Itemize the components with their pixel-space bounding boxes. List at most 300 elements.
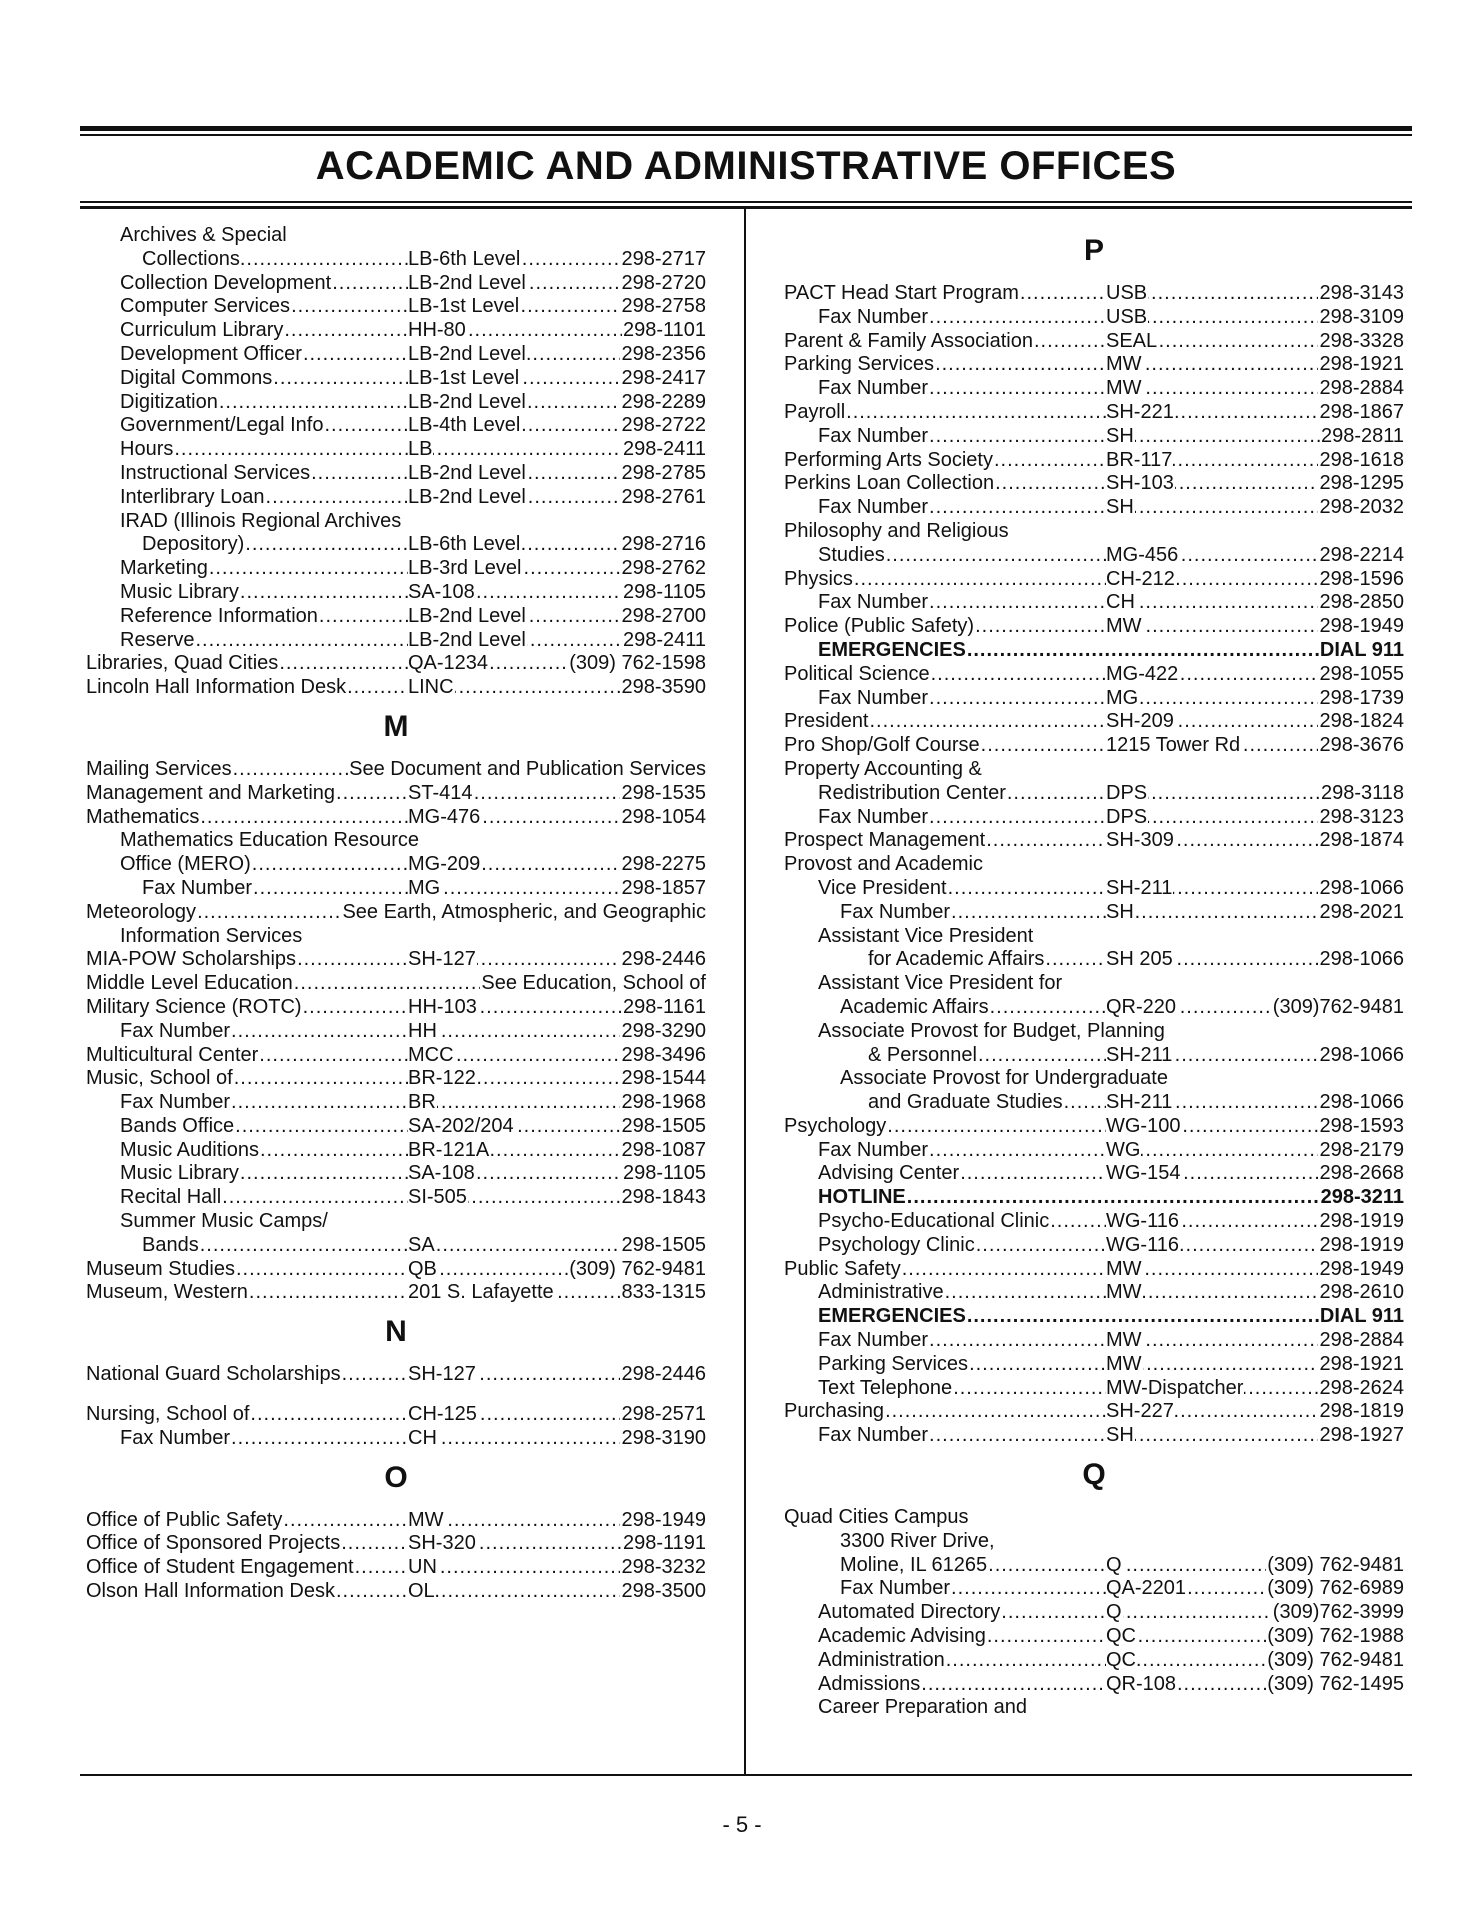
entry-name: PACT Head Start Program	[784, 282, 1019, 304]
entry-name: Admissions	[818, 1672, 921, 1695]
entry-phone: 298-1919	[1319, 1233, 1404, 1256]
entry-location: MW	[1106, 1329, 1142, 1352]
entry-name: Interlibrary Loan	[120, 485, 265, 508]
entry-phone: 298-3590	[621, 676, 706, 699]
entry-location: SA	[408, 1233, 435, 1256]
dot-leader	[294, 972, 481, 996]
right-column	[784, 224, 1404, 1720]
directory-entry	[86, 248, 706, 272]
entry-name: Depository)	[142, 533, 245, 556]
entry-phone: 298-2289	[621, 390, 706, 413]
entry-name: Management and Marketing	[86, 781, 336, 804]
directory-entry	[784, 449, 1404, 473]
entry-location: MW	[1106, 353, 1142, 376]
entry-name: Fax Number	[840, 1577, 951, 1600]
entry-location: QR-220	[1106, 995, 1177, 1018]
entry-name: Moline, IL 61265	[840, 1553, 988, 1576]
entry-name: Provost and Academic	[784, 853, 983, 876]
directory-entry	[784, 1281, 1404, 1305]
directory-entry	[784, 1400, 1404, 1424]
directory-entry	[784, 1625, 1404, 1649]
entry-phone: 298-2716	[621, 533, 706, 556]
entry-name: Summer Music Camps/	[120, 1210, 328, 1233]
entry-name: Fax Number	[818, 424, 929, 447]
entry-name: Psycho-Educational Clinic	[818, 1210, 1050, 1233]
entry-location: 1215 Tower Rd	[1106, 734, 1241, 757]
entry-location: CH	[1106, 591, 1135, 614]
directory-entry	[784, 568, 1404, 592]
top-rule-thin	[80, 134, 1412, 136]
directory-entry	[784, 1020, 1404, 1044]
entry-location: LB-3rd Level	[408, 557, 522, 580]
entry-name: Music Library	[120, 580, 239, 603]
entry-name: Music Library	[120, 1162, 239, 1185]
entry-location: SH 205	[1106, 948, 1173, 971]
entry-name: Political Science	[784, 662, 930, 685]
entry-phone: 298-2356	[621, 342, 706, 365]
entry-name: Collections.	[142, 247, 246, 270]
entry-location: Q	[1106, 1601, 1122, 1624]
entry-name: Career Preparation and	[818, 1696, 1028, 1719]
entry-phone: 298-1824	[1319, 710, 1404, 733]
entry-phone: 298-3496	[621, 1043, 706, 1066]
entry-name: Libraries, Quad Cities	[86, 652, 279, 675]
section-letter-o: O	[384, 1460, 408, 1494]
entry-name: Public Safety	[784, 1257, 901, 1280]
directory-entry	[784, 806, 1404, 830]
entry-name: Museum, Western	[86, 1281, 248, 1304]
entry-phone: (309)762-9481	[1272, 995, 1404, 1018]
entry-phone: 298-1295	[1319, 472, 1404, 495]
directory-entry	[86, 414, 706, 438]
entry-phone: 298-2032	[1319, 496, 1404, 519]
entry-phone: 298-2884	[1319, 377, 1404, 400]
entry-name: Payroll	[784, 400, 846, 423]
entry-name: Parking Services	[818, 1352, 969, 1375]
entry-location: DPS	[1106, 781, 1148, 804]
entry-location: WG	[1106, 1138, 1141, 1161]
directory-entry	[784, 544, 1404, 568]
directory-entry	[86, 1556, 706, 1580]
entry-phone: 298-1857	[621, 876, 706, 899]
entry-phone: 298-2411	[622, 438, 706, 461]
entry-phone: 298-2761	[621, 485, 706, 508]
entry-name: Music, School of	[86, 1067, 233, 1090]
top-rule-thick	[80, 126, 1412, 131]
entry-name: Associate Provost for Undergraduate	[840, 1067, 1168, 1090]
entry-name: IRAD (Illinois Regional Archives	[120, 509, 402, 532]
entry-phone: (309) 762-1988	[1267, 1625, 1404, 1648]
entry-name: Olson Hall Information Desk	[86, 1580, 335, 1603]
left-column	[86, 224, 706, 1604]
directory-entry	[86, 391, 706, 415]
directory-entry	[784, 496, 1404, 520]
entry-location: LINC	[408, 676, 454, 699]
entry-location: MG	[1106, 686, 1139, 709]
entry-name: Reference Information	[120, 604, 318, 627]
directory-entry	[86, 676, 706, 700]
entry-name: Prospect Management	[784, 829, 986, 852]
entry-location: SH-211	[1106, 1091, 1173, 1114]
entry-location: SI-505	[408, 1186, 467, 1209]
entry-phone: 298-1505	[621, 1233, 706, 1256]
entry-phone: 298-1739	[1319, 686, 1404, 709]
directory-entry	[86, 1139, 706, 1163]
directory-entry	[86, 782, 706, 806]
directory-entry	[784, 901, 1404, 925]
entry-location: MG-456	[1106, 543, 1179, 566]
directory-entry	[784, 1210, 1404, 1234]
entry-phone: 298-2720	[621, 271, 706, 294]
entry-location: SH	[1106, 424, 1134, 447]
directory-entry	[86, 925, 706, 949]
entry-phone: 298-1968	[621, 1091, 706, 1114]
directory-entry	[784, 1115, 1404, 1139]
directory-entry	[86, 829, 706, 853]
entry-phone: 298-2762	[621, 557, 706, 580]
directory-entry	[86, 1532, 706, 1556]
section-letter-q: Q	[1082, 1458, 1106, 1492]
entry-phone: 298-2411	[622, 628, 706, 651]
entry-name: Lincoln Hall Information Desk	[86, 676, 347, 699]
entry-name: Fax Number	[120, 1019, 231, 1042]
entry-location: SH-127	[408, 1363, 476, 1386]
directory-entry	[86, 533, 706, 557]
entry-location: SA-202/204	[408, 1114, 514, 1137]
entry-location: MG-209	[408, 853, 481, 876]
entry-location: SH	[1106, 496, 1134, 519]
entry-name: EMERGENCIES	[818, 1305, 966, 1328]
entry-name: Bands	[142, 1233, 199, 1256]
directory-entry	[784, 1353, 1404, 1377]
entry-location: CH	[408, 1426, 437, 1449]
entry-location: SH-127	[408, 948, 476, 971]
entry-location: LB-2nd Level	[408, 390, 526, 413]
directory-entry	[86, 581, 706, 605]
entry-location: 201 S. Lafayette	[408, 1281, 554, 1304]
entry-name: Administration	[818, 1648, 945, 1671]
entry-phone: (309) 762-6989	[1267, 1577, 1404, 1600]
entry-location: SH-227	[1106, 1400, 1174, 1423]
directory-entry	[86, 1067, 706, 1091]
entry-phone: 298-3143	[1319, 282, 1404, 304]
entry-name: Meteorology	[86, 900, 197, 923]
title-rule-thin	[80, 201, 1412, 203]
entry-phone: 298-2850	[1319, 591, 1404, 614]
entry-phone: 298-1593	[1319, 1114, 1404, 1137]
entry-location: OL	[408, 1580, 435, 1603]
directory-entry	[784, 1424, 1404, 1448]
entry-location: Q	[1106, 1553, 1122, 1576]
entry-phone: (309) 762-1598	[569, 652, 706, 675]
entry-name: Hours	[120, 438, 174, 461]
entry-location: QA-2201	[1106, 1577, 1187, 1600]
entry-name: Parking Services	[784, 353, 935, 376]
entry-name: Office of Student Engagement	[86, 1556, 354, 1579]
entry-phone: 298-1066	[1319, 876, 1404, 899]
entry-name: Assistant Vice President for	[818, 972, 1063, 995]
entry-location: USB	[1106, 305, 1148, 328]
entry-phone: 298-1927	[1319, 1424, 1404, 1447]
directory-entry	[86, 972, 706, 996]
entry-name: Fax Number	[818, 1329, 929, 1352]
entry-phone: 298-2446	[621, 948, 706, 971]
directory-entry	[86, 343, 706, 367]
entry-phone: 298-2417	[621, 366, 706, 389]
entry-phone: 298-1544	[621, 1067, 706, 1090]
entry-location: WG-116	[1106, 1210, 1179, 1233]
entry-phone: 298-1105	[622, 580, 706, 603]
entry-phone: 298-2214	[1319, 543, 1404, 566]
entry-location: SH-103	[1106, 472, 1174, 495]
entry-location: SA-108	[408, 1162, 475, 1185]
directory-entry	[86, 758, 706, 782]
entry-phone: 298-2610	[1319, 1281, 1404, 1304]
entry-location: SH-211	[1106, 876, 1173, 899]
entry-name: for Academic Affairs	[868, 948, 1045, 971]
entry-location: SEAL	[1106, 329, 1158, 352]
directory-entry	[86, 806, 706, 830]
entry-name: Collection Development	[120, 271, 332, 294]
entry-location: WG-154	[1106, 1162, 1181, 1185]
directory-entry	[784, 1139, 1404, 1163]
entry-phone: 298-1596	[1319, 567, 1404, 590]
entry-phone: 298-1101	[622, 319, 706, 342]
entry-name: Fax Number	[818, 305, 929, 328]
entry-name: Physics	[784, 567, 853, 590]
directory-entry	[86, 1162, 706, 1186]
dot-leader	[233, 758, 349, 782]
entry-phone: 298-2446	[621, 1363, 706, 1386]
directory-entry	[86, 319, 706, 343]
directory-entry	[86, 1281, 706, 1305]
entry-location: UN	[408, 1556, 437, 1579]
entry-phone: 298-3190	[621, 1426, 706, 1449]
entry-location: LB-1st Level	[408, 366, 520, 389]
directory-entry	[784, 1554, 1404, 1578]
directory-entry	[784, 330, 1404, 354]
entry-name: Archives & Special	[120, 224, 287, 246]
entry-location: MW	[408, 1508, 444, 1531]
entry-phone: 298-1191	[622, 1532, 706, 1555]
entry-location: BR-122	[408, 1067, 476, 1090]
entry-name: Fax Number	[818, 591, 929, 614]
entry-location: QC	[1106, 1648, 1136, 1671]
entry-phone: 298-2811	[1320, 424, 1404, 447]
directory-entry	[784, 472, 1404, 496]
directory-entry	[784, 853, 1404, 877]
entry-phone: 298-2668	[1319, 1162, 1404, 1185]
entry-name: Fax Number	[818, 1424, 929, 1447]
directory-entry	[784, 1577, 1404, 1601]
directory-entry	[784, 782, 1404, 806]
entry-location: LB-2nd Level	[408, 604, 526, 627]
cross-reference: See Education, School of	[481, 972, 706, 995]
entry-name: Pro Shop/Golf Course	[784, 734, 980, 757]
page-number: - 5 -	[722, 1812, 762, 1837]
directory-entry	[784, 1186, 1404, 1210]
column-divider	[744, 209, 746, 1774]
cross-reference: See Earth, Atmospheric, and Geographic	[342, 900, 706, 923]
entry-phone: 298-2700	[621, 604, 706, 627]
entry-location: MW	[1106, 1257, 1142, 1280]
entry-phone: (309) 762-9481	[1267, 1648, 1404, 1671]
entry-name: EMERGENCIES	[818, 638, 966, 661]
directory-entry	[86, 272, 706, 296]
entry-location: SH-309	[1106, 829, 1174, 852]
directory-entry	[784, 1091, 1404, 1115]
directory-entry	[86, 486, 706, 510]
directory-entry	[784, 1329, 1404, 1353]
entry-name: Psychology Clinic	[818, 1233, 975, 1256]
entry-name: HOTLINE	[818, 1186, 906, 1209]
entry-phone: 298-1618	[1319, 448, 1404, 471]
directory-entry	[86, 557, 706, 581]
directory-entry	[86, 605, 706, 629]
entry-phone: 298-2785	[621, 461, 706, 484]
entry-phone: 298-1949	[1319, 615, 1404, 638]
page-title: ACADEMIC AND ADMINISTRATIVE OFFICES	[315, 144, 1177, 188]
entry-name: Vice President	[818, 876, 947, 899]
entry-phone: 298-2275	[621, 853, 706, 876]
entry-name: Fax Number	[120, 1426, 231, 1449]
entry-name: National Guard Scholarships	[86, 1363, 341, 1386]
entry-phone: 298-2884	[1319, 1329, 1404, 1352]
directory-entry	[784, 377, 1404, 401]
entry-location: ST-414	[408, 781, 473, 804]
entry-name: Quad Cities Campus	[784, 1506, 969, 1529]
entry-name: Assistant Vice President	[818, 924, 1034, 947]
entry-name: Development Officer	[120, 342, 302, 365]
entry-phone: 298-3123	[1319, 805, 1404, 828]
entry-phone: 298-1867	[1319, 400, 1404, 423]
section-letter-m: M	[383, 709, 409, 743]
directory-entry	[86, 629, 706, 653]
entry-location: DPS	[1106, 805, 1148, 828]
entry-name: Reserve	[120, 628, 195, 651]
entry-phone: 298-1921	[1319, 1352, 1404, 1375]
directory-entry	[86, 1509, 706, 1533]
entry-name: Government/Legal Info	[120, 414, 324, 437]
entry-name: MIA-POW Scholarships	[86, 948, 297, 971]
entry-location: LB-2nd Level	[408, 271, 526, 294]
entry-location: SA-108	[408, 580, 475, 603]
spacer	[86, 1387, 706, 1403]
entry-name: Advising Center	[818, 1162, 960, 1185]
section-letter-p: P	[1083, 234, 1104, 267]
entry-name: Fax Number	[120, 1091, 231, 1114]
entry-name: Academic Advising	[818, 1625, 986, 1648]
entry-location: SH-211	[1106, 1043, 1173, 1066]
entry-phone: 298-3118	[1320, 781, 1404, 804]
entry-phone: (309) 762-1495	[1267, 1672, 1404, 1695]
entry-location: HH-80	[408, 319, 466, 342]
entry-phone: 298-1054	[621, 805, 706, 828]
directory-entry	[784, 401, 1404, 425]
directory-entry	[784, 639, 1404, 663]
entry-phone: 298-1919	[1319, 1210, 1404, 1233]
entry-location: LB-2nd Level	[408, 461, 526, 484]
entry-name: Redistribution Center	[818, 781, 1006, 804]
directory-entry	[784, 1305, 1404, 1329]
entry-name: Property Accounting &	[784, 757, 982, 780]
entry-location: MCC	[408, 1043, 454, 1066]
entry-location: HH	[408, 1019, 437, 1042]
entry-location: BR	[408, 1091, 436, 1114]
entry-location: LB-1st Level	[408, 295, 520, 318]
entry-location: MW	[1106, 615, 1142, 638]
entry-location: WG-116	[1106, 1233, 1179, 1256]
entry-name: Bands Office	[120, 1114, 235, 1137]
entry-name: Associate Provost for Budget, Planning	[818, 1019, 1165, 1042]
entry-name: Nursing, School of	[86, 1403, 250, 1426]
entry-phone: 298-1921	[1319, 353, 1404, 376]
entry-name: Curriculum Library	[120, 319, 284, 342]
section-letter-n: N	[385, 1315, 407, 1349]
entry-name: Office (MERO)	[120, 853, 251, 876]
directory-entry	[784, 1234, 1404, 1258]
entry-location: SH-209	[1106, 710, 1174, 733]
directory-entry	[86, 1186, 706, 1210]
entry-phone: 298-3211	[1320, 1186, 1404, 1209]
directory-entry	[86, 295, 706, 319]
entry-location: MW	[1106, 1352, 1142, 1375]
entry-location: QA-1234	[408, 652, 489, 675]
directory-entry	[784, 1067, 1404, 1091]
directory-entry	[784, 1506, 1404, 1530]
entry-name: Music Auditions	[120, 1138, 259, 1161]
entry-phone: 298-2758	[621, 295, 706, 318]
entry-location: MG	[408, 876, 441, 899]
directory-entry	[784, 1601, 1404, 1625]
entry-location: LB-6th Level	[408, 533, 521, 556]
entry-phone: 298-2722	[621, 414, 706, 437]
entry-name: Digitization	[120, 390, 218, 413]
entry-location: MW	[1106, 377, 1142, 400]
entry-name: Purchasing	[784, 1400, 885, 1423]
entry-name: Fax Number	[818, 686, 929, 709]
entry-location: MW	[1106, 1281, 1142, 1304]
directory-entry	[86, 1403, 706, 1427]
entry-location: USB	[1106, 282, 1148, 304]
entry-name: Computer Services	[120, 295, 291, 318]
entry-name: and Graduate Studies	[868, 1091, 1063, 1114]
entry-phone: 298-1949	[1319, 1257, 1404, 1280]
entry-name: & Personnel	[868, 1043, 977, 1066]
entry-name: Multicultural Center	[86, 1043, 259, 1066]
entry-location: LB-6th Level	[408, 247, 521, 270]
entry-name: Fax Number	[818, 1138, 929, 1161]
entry-location: QC	[1106, 1625, 1136, 1648]
entry-phone: 298-2624	[1319, 1376, 1404, 1399]
directory-entry	[86, 224, 706, 248]
entry-phone: 298-1087	[621, 1138, 706, 1161]
directory-entry	[86, 877, 706, 901]
directory-entry	[86, 1234, 706, 1258]
directory-entry	[784, 1530, 1404, 1554]
entry-location: LB-4th Level	[408, 414, 521, 437]
entry-phone: 298-1874	[1319, 829, 1404, 852]
directory-entry	[86, 901, 706, 925]
entry-phone: 833-1315	[621, 1281, 706, 1304]
entry-phone: (309)762-3999	[1272, 1601, 1404, 1624]
entry-location: BR-117	[1106, 448, 1173, 471]
entry-phone: 298-2021	[1319, 900, 1404, 923]
entry-phone: 298-2179	[1319, 1138, 1404, 1161]
entry-phone: 298-1949	[621, 1508, 706, 1531]
entry-phone: 298-2717	[621, 247, 706, 270]
directory-entry	[784, 1162, 1404, 1186]
